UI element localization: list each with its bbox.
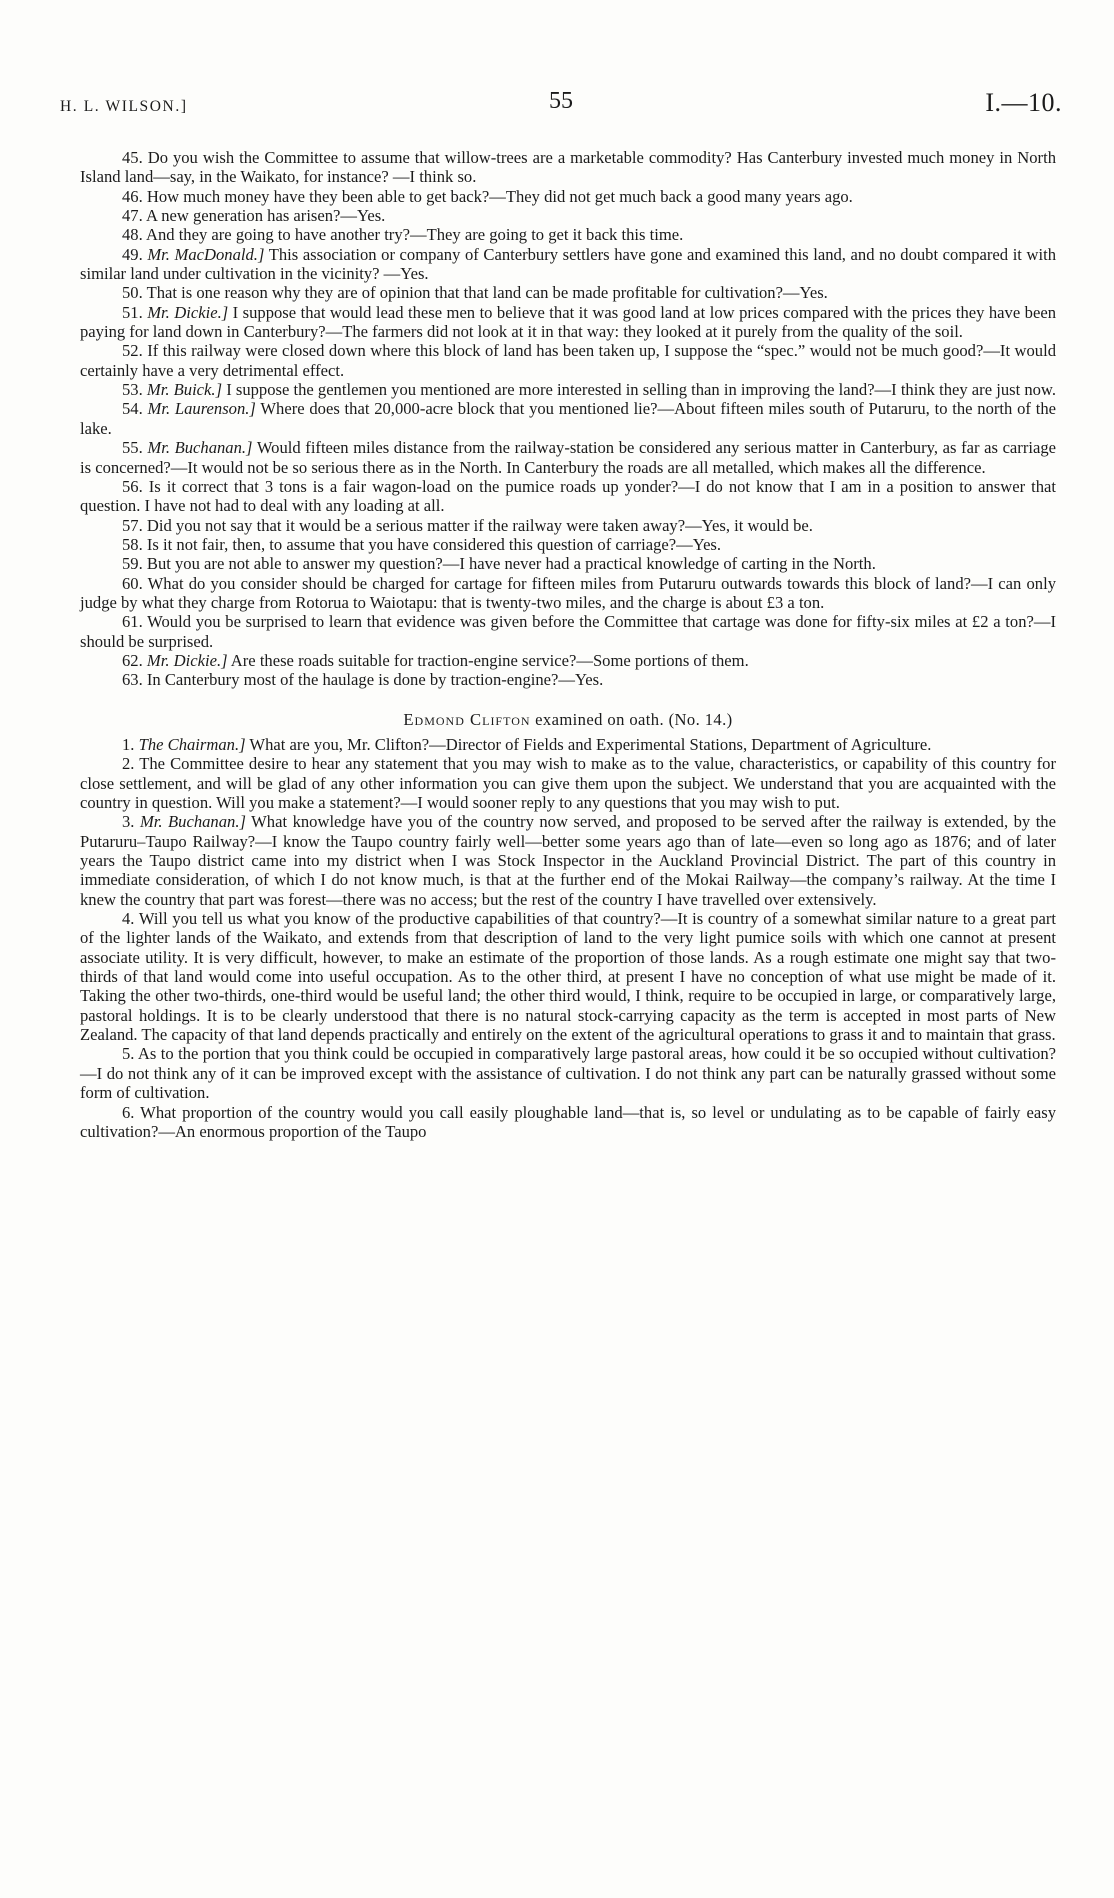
question-paragraph (80, 245, 1056, 284)
evidence-block-wilson (80, 148, 1056, 690)
paragraph-text: 59. But you are not able to answer my question?—I have never had a practical knowledge of carting in the North. (122, 554, 876, 574)
paragraph-text: Would fifteen miles distance from the railway-station be considered any serious matter in Canterbury, as far as carriage is concerned?—It would not be so serious there as in the North. In Canterbury the roads are all metalled, which makes all the difference. (80, 438, 1056, 477)
paragraph-text: 56. Is it correct that 3 tons is a fair wagon-load on the pumice roads up yonder?—I do not know that I am in a position to answer that question. I have not had to deal with any loading at all. (80, 476, 1056, 516)
question-paragraph (80, 516, 1056, 535)
question-paragraph (80, 1044, 1056, 1102)
paragraph-text: 6. What proportion of the country would you call easily ploughable land—that is, so level or undulating as to be capable of fairly easy cultivation?—An enormous proportion of the Taupo (80, 1102, 1056, 1141)
speaker-name: Mr. MacDonald.] (147, 244, 265, 264)
question-paragraph (80, 187, 1056, 206)
paragraph-text: 2. The Committee desire to hear any statement that you may wish to make as to the value, characteristics, or capability of this country for close settlement, and will be glad of any other information you can give them upon the subject. We understand that you are acquainted with the country in question. Will you make a statement?—I would sooner reply to any questions that you may wish to put. (80, 754, 1056, 812)
question-number: 54. (122, 399, 143, 419)
paragraph-text: 48. And they are going to have another try?—They are going to get it back this time. (122, 225, 684, 245)
paragraph-text: What knowledge have you of the country now served, and proposed to be served after the railway is extended, by the Putaruru–Taupo Railway?—I know the Taupo country fairly well—better some years ago than of late—even so long ago as 1876; and of later years the Taupo district came into my district when I was Stock Inspector in the Auckland Provincial District. The part of this country in immediate consideration, of which I do not know much, is that at the further end of the Mokai Railway—the company’s railway. At the time I knew the country that part was forest—there was no access; but the rest of the country I have travelled over extensively. (80, 812, 1056, 909)
question-paragraph (80, 225, 1056, 244)
question-number: 1. (122, 734, 135, 754)
paragraph-text: What are you, Mr. Clifton?—Director of Fields and Experimental Stations, Department of Agriculture. (249, 734, 932, 754)
question-paragraph (80, 477, 1056, 516)
speaker-name: The Chairman.] (138, 734, 246, 754)
question-paragraph (80, 574, 1056, 613)
speaker-name: Mr. Dickie.] (147, 302, 229, 322)
question-paragraph (80, 612, 1056, 651)
question-paragraph (80, 909, 1056, 1044)
question-paragraph (80, 651, 1056, 670)
paragraph-text: This association or company of Canterbury settlers have gone and examined this land, and no doubt compared it with similar land under cultivation in the vicinity? —Yes. (80, 244, 1057, 284)
page-number: 55 (549, 88, 573, 114)
paragraph-text: Are these roads suitable for traction-engine service?—Some portions of them. (230, 650, 749, 670)
question-number: 55. (122, 438, 143, 458)
question-paragraph (80, 554, 1056, 573)
question-paragraph (80, 148, 1056, 187)
question-number: 53. (122, 380, 143, 400)
paragraph-text: I suppose the gentlemen you mentioned are more interested in selling than in improving the land?—I think they are just now. (226, 380, 1056, 400)
question-paragraph (80, 399, 1056, 438)
paragraph-text: 60. What do you consider should be charged for cartage for fifteen miles from Putaruru outwards towards this block of land?—I can only judge by what they charge from Rotorua to Waiotapu: that is twenty-two miles, and the charge is about £3 a ton. (80, 573, 1056, 612)
evidence-block-clifton (80, 735, 1056, 1141)
speaker-name: Mr. Buchanan.] (147, 438, 253, 458)
speaker-name: Mr. Dickie.] (146, 650, 228, 670)
section-heading-rest: examined on oath. (No. 14.) (535, 709, 733, 729)
question-paragraph (80, 735, 1056, 754)
question-paragraph (80, 438, 1056, 477)
question-paragraph (80, 812, 1056, 909)
paragraph-text: 58. Is it not fair, then, to assume that you have considered this question of carriage?—Yes. (122, 534, 722, 554)
document-body (80, 148, 1056, 1141)
speaker-name: Mr. Laurenson.] (147, 399, 256, 419)
question-number: 3. (122, 812, 135, 832)
question-paragraph (80, 283, 1056, 302)
speaker-name: Mr. Buick.] (146, 380, 223, 400)
question-paragraph (80, 535, 1056, 554)
paragraph-text: 52. If this railway were closed down where this block of land has been taken up, I suppose the “spec.” would not be much good?—It would certainly have a very detrimental effect. (80, 341, 1056, 380)
question-paragraph (80, 206, 1056, 225)
question-number: 51. (122, 302, 143, 322)
paragraph-text: 47. A new generation has arisen?—Yes. (122, 206, 386, 226)
paragraph-text: I suppose that would lead these men to believe that it was good land at low prices compared with the prices they have been paying for land down in Canterbury?—The farmers did not look at it in that way: they looked at it purely from the quality of the soil. (80, 302, 1056, 342)
speaker-name: Mr. Buchanan.] (139, 812, 246, 832)
paragraph-text: 46. How much money have they been able to get back?—They did not get much back a good many years ago. (122, 186, 853, 206)
question-number: 62. (122, 650, 143, 670)
question-paragraph (80, 341, 1056, 380)
paragraph-text: 61. Would you be surprised to learn that evidence was given before the Committee that cartage was done for fifty-six miles at £2 a ton?—I should be surprised. (80, 612, 1056, 651)
question-paragraph (80, 380, 1056, 399)
page-header (60, 88, 1062, 128)
question-paragraph (80, 1103, 1056, 1142)
question-paragraph (80, 670, 1056, 689)
paragraph-text: 4. Will you tell us what you know of the productive capabilities of that country?—It is country of a somewhat similar nature to a great part of the lighter lands of the Waikato, and extends from that description of land to the very light pumice soils with which one cannot at present associate utility. It is very difficult, however, to make an estimate of the proportion of those lands. As a rough estimate one might say that two-thirds of that land would come into useful occupation. As to the other third, at present I have no conception of what use might be made of it. Taking the other two-thirds, one-third would be useful land; the other third would, I think, require to be occupied in large, or comparatively large, pastoral holdings. It is to be clearly understood that there is no natural stock-carrying capacity as the term is accepted in most parts of New Zealand. The capacity of that land depends practically and entirely on the extent of the agricultural operations to grass it and to maintain that grass. (80, 909, 1056, 1045)
paragraph-text: 57. Did you not say that it would be a serious matter if the railway were taken away?—Yes, it would be. (122, 515, 813, 535)
paragraph-text: 5. As to the portion that you think could be occupied in comparatively large pastoral areas, how could it be so occupied without cultivation?—I do not think any of it can be improved except with the assistance of cultivation. I do not think any part can be naturally grassed without some form of cultivation. (80, 1044, 1056, 1103)
question-number: 49. (122, 244, 143, 264)
question-paragraph (80, 754, 1056, 812)
document-reference: I.—10. (985, 88, 1062, 117)
paragraph-text: Where does that 20,000-acre block that you mentioned lie?—About fifteen miles south of Putaruru, to the north of the lake. (80, 399, 1056, 438)
section-heading (80, 710, 1056, 729)
paragraph-text: 45. Do you wish the Committee to assume that willow-trees are a marketable commodity? Has Canterbury invested much money in North Island land—say, in the Waikato, for instance? —I think so. (80, 148, 1056, 187)
witness-name-header: H. L. WILSON.] (60, 98, 188, 115)
witness-name: Edmond Clifton (403, 709, 531, 729)
paragraph-text: 50. That is one reason why they are of opinion that that land can be made profitable for cultivation?—Yes. (122, 283, 828, 303)
question-paragraph (80, 303, 1056, 342)
paragraph-text: 63. In Canterbury most of the haulage is done by traction-engine?—Yes. (122, 670, 604, 690)
